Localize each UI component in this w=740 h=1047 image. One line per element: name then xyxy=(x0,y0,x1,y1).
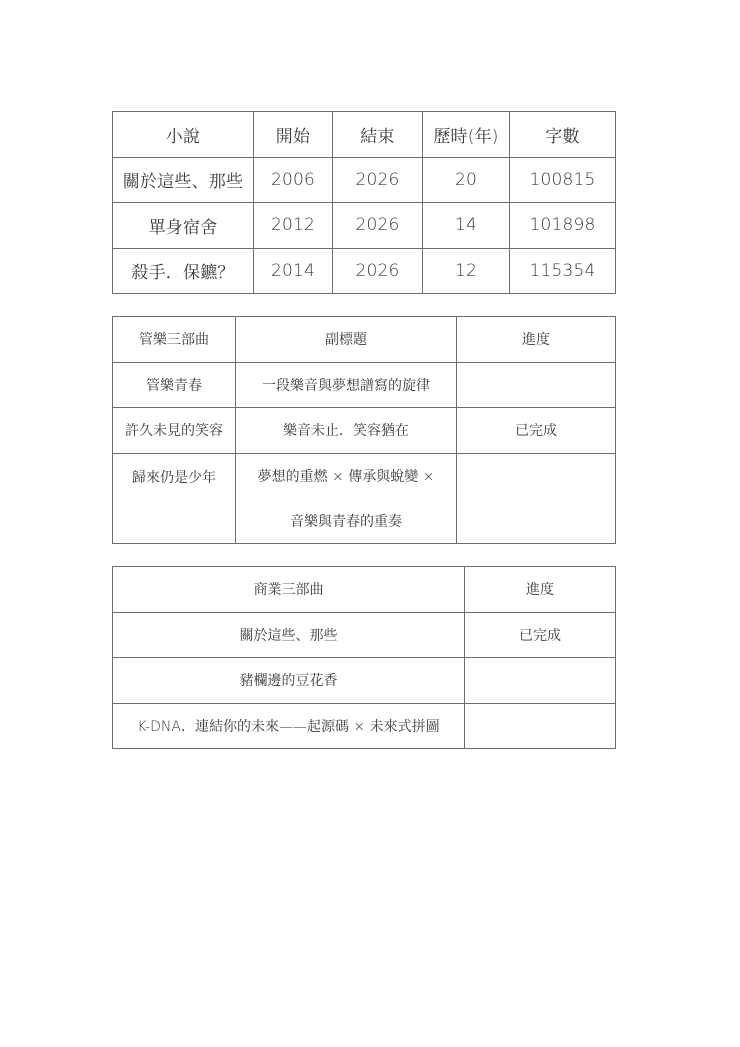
table-row xyxy=(113,203,616,249)
book-title: 歸來仍是少年 xyxy=(113,453,236,543)
word-count: 100815 xyxy=(510,157,616,203)
start-year: 2012 xyxy=(254,203,333,249)
novel-title: 單身宿舍 xyxy=(113,203,254,249)
end-year: 2026 xyxy=(333,248,423,294)
duration-years: 12 xyxy=(423,248,510,294)
progress-status xyxy=(465,658,616,704)
header-end: 結束 xyxy=(333,112,423,158)
word-count: 101898 xyxy=(510,203,616,249)
book-title: 管樂青春 xyxy=(113,362,236,408)
novel-title: 關於這些、那些 xyxy=(113,157,254,203)
business-trilogy-table xyxy=(112,566,616,749)
start-year: 2014 xyxy=(254,248,333,294)
novels-table xyxy=(112,111,616,294)
progress-status: 已完成 xyxy=(465,612,616,658)
header-subtitle: 副標題 xyxy=(236,317,457,363)
subtitle-line: 夢想的重燃 × 傳承與蛻變 × xyxy=(257,468,435,485)
header-novel: 小說 xyxy=(113,112,254,158)
book-subtitle: 樂音未止．笑容猶在 xyxy=(236,408,457,454)
book-title: 關於這些、那些 xyxy=(113,612,465,658)
band-trilogy-table xyxy=(112,316,616,544)
subtitle-line: 音樂與青春的重奏 xyxy=(290,513,402,530)
header-business-trilogy: 商業三部曲 xyxy=(113,567,465,613)
table-row xyxy=(113,157,616,203)
progress-status xyxy=(457,362,616,408)
end-year: 2026 xyxy=(333,157,423,203)
header-band-trilogy: 管樂三部曲 xyxy=(113,317,236,363)
header-progress: 進度 xyxy=(457,317,616,363)
table-row xyxy=(113,703,616,749)
header-progress: 進度 xyxy=(465,567,616,613)
duration-years: 20 xyxy=(423,157,510,203)
progress-status: 已完成 xyxy=(457,408,616,454)
header-duration: 歷時(年) xyxy=(423,112,510,158)
book-title: 豬欄邊的豆花香 xyxy=(113,658,465,704)
table-row xyxy=(113,408,616,454)
table-row xyxy=(113,612,616,658)
table-header-row xyxy=(113,317,616,363)
book-title: 許久未見的笑容 xyxy=(113,408,236,454)
end-year: 2026 xyxy=(333,203,423,249)
header-word-count: 字數 xyxy=(510,112,616,158)
header-start: 開始 xyxy=(254,112,333,158)
book-subtitle xyxy=(236,453,457,543)
duration-years: 14 xyxy=(423,203,510,249)
table-header-row xyxy=(113,567,616,613)
table-header-row xyxy=(113,112,616,158)
table-row xyxy=(113,453,616,543)
start-year: 2006 xyxy=(254,157,333,203)
novel-title: 殺手．保鑣？ xyxy=(113,248,254,294)
progress-status xyxy=(465,703,616,749)
table-row xyxy=(113,248,616,294)
progress-status xyxy=(457,453,616,543)
table-row xyxy=(113,362,616,408)
word-count: 115354 xyxy=(510,248,616,294)
book-subtitle: 一段樂音與夢想譜寫的旋律 xyxy=(236,362,457,408)
book-title: K-DNA．連結你的未來——起源碼 × 未來式拼圖 xyxy=(113,703,465,749)
table-row xyxy=(113,658,616,704)
